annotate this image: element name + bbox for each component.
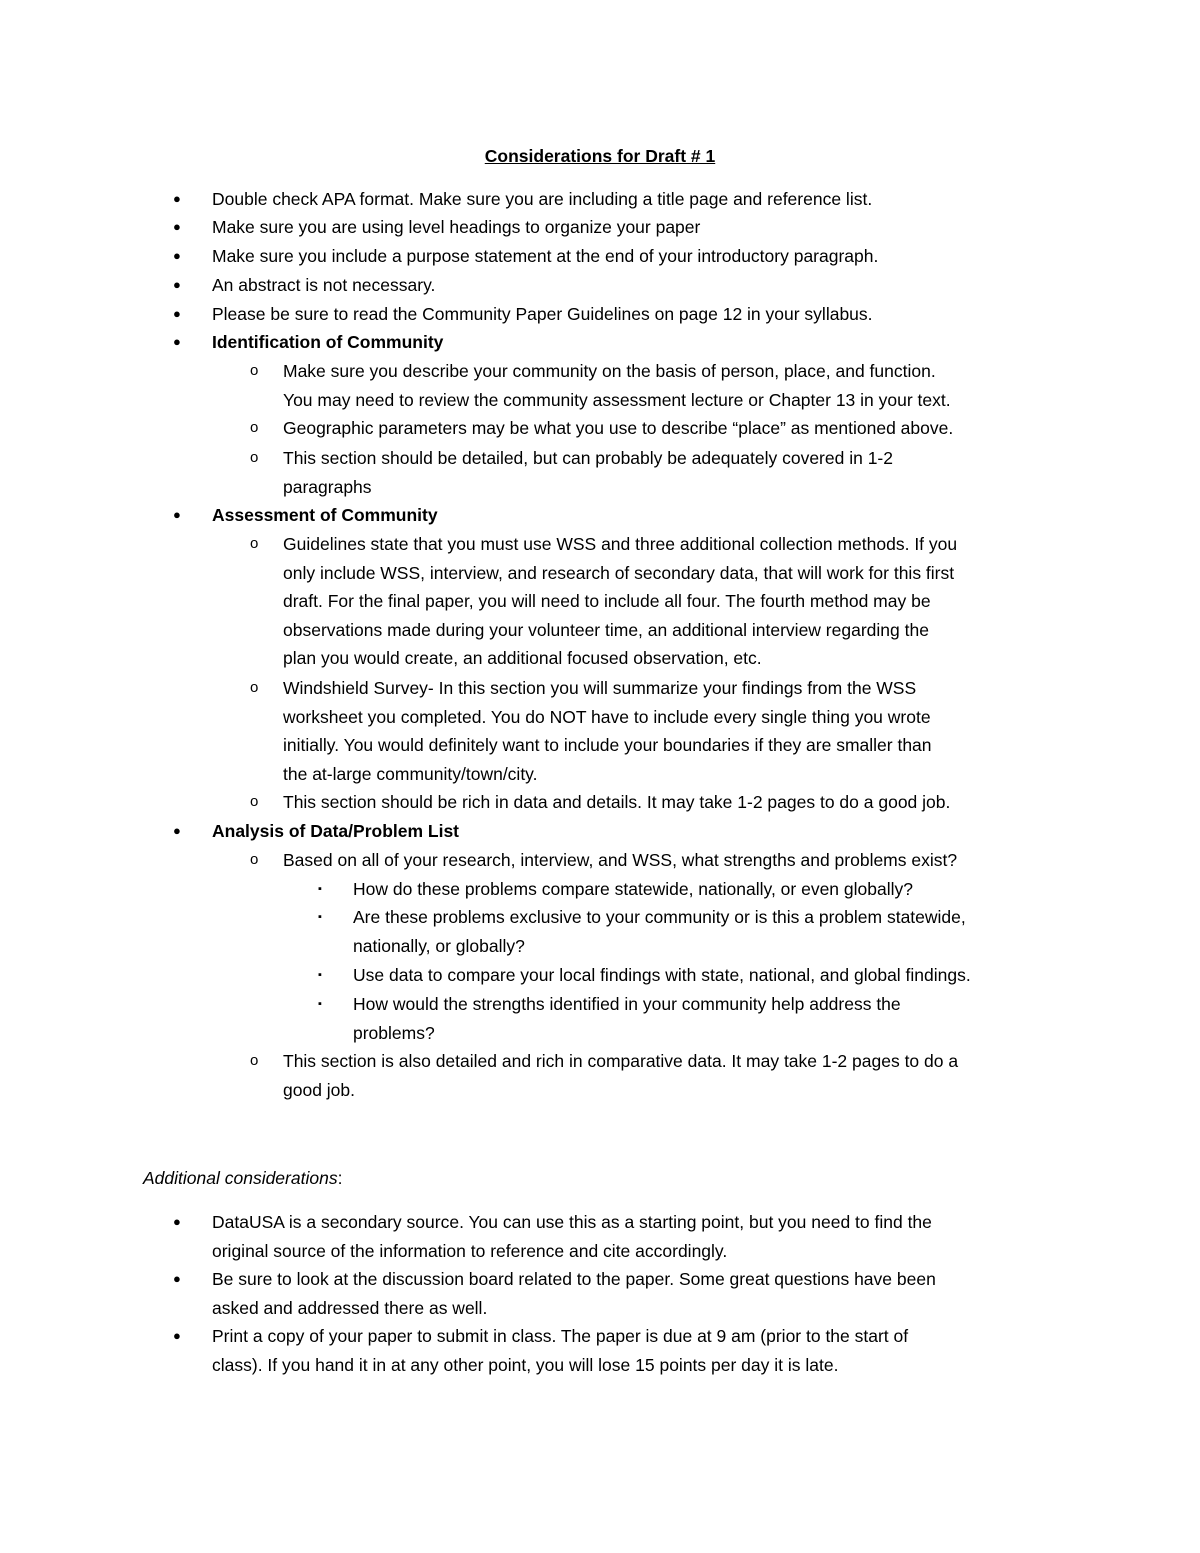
section-heading-identification: Identification of Community [212,332,444,352]
section-heading-analysis: Analysis of Data/Problem List [212,821,460,841]
bullet-disc-icon: ● [173,191,181,206]
bullet-disc-icon: ● [173,823,181,838]
list-item: Guidelines state that you must use WSS and three additional collection methods. If you only include WSS, interview, and research of secondary data, that will work for this first draft. For the final paper, you will need to include all four. The fourth method may be observations made during your volunteer time, an additional interview regarding the plan you would create, an additional focused observation, etc. [283,534,958,669]
list-item: Please be sure to read the Community Paper Guidelines on page 12 in your syllabus. [212,304,873,324]
bullet-circle-icon: o [250,419,259,436]
list-item: Make sure you describe your community on the basis of person, place, and function. You may need to review the community assessment lecture or Chapter 13 in your text. [283,361,951,410]
bullet-disc-icon: ● [173,1214,181,1229]
section-heading-assessment: Assessment of Community [212,505,438,525]
bullet-square-icon: ▪ [318,911,322,923]
list-item: Based on all of your research, interview, and WSS, what strengths and problems exist? [283,850,958,870]
bullet-square-icon: ▪ [318,883,322,895]
list-item: An abstract is not necessary. [212,275,436,295]
bullet-circle-icon: o [250,449,259,466]
list-item: Make sure you are using level headings to organize your paper [212,217,701,237]
list-item: Windshield Survey- In this section you will summarize your findings from the WSS worksheet you completed. You do NOT have to include every single thing you wrote initially. You would definitely want to include your boundaries if they are smaller than the at-large community/town/city. [283,678,932,784]
bullet-circle-icon: o [250,793,259,810]
list-item: Be sure to look at the discussion board related to the paper. Some great questions have been asked and addressed there as well. [212,1269,936,1318]
bullet-disc-icon: ● [173,219,181,234]
bullet-circle-icon: o [250,851,259,868]
bullet-disc-icon: ● [173,507,181,522]
bullet-disc-icon: ● [173,277,181,292]
bullet-disc-icon: ● [173,334,181,349]
list-item: How would the strengths identified in your community help address the problems? [353,994,901,1043]
bullet-circle-icon: o [250,362,259,379]
bullet-square-icon: ▪ [318,998,322,1010]
list-item: Print a copy of your paper to submit in class. The paper is due at 9 am (prior to the start of class). If you hand it in at any other point, you will lose 15 points per day it is late. [212,1326,909,1375]
bullet-disc-icon: ● [173,248,181,263]
additional-heading: Additional considerations: [143,1168,343,1188]
list-item: This section is also detailed and rich in comparative data. It may take 1-2 pages to do a good job. [283,1051,959,1100]
bullet-circle-icon: o [250,1052,259,1069]
bullet-disc-icon: ● [173,306,181,321]
bullet-square-icon: ▪ [318,969,322,981]
list-item: Use data to compare your local findings with state, national, and global findings. [353,965,971,985]
bullet-disc-icon: ● [173,1271,181,1286]
list-item: DataUSA is a secondary source. You can use this as a starting point, but you need to find the original source of the information to reference and cite accordingly. [212,1212,932,1261]
list-item: Are these problems exclusive to your community or is this a problem statewide, nationally, or globally? [353,907,966,956]
list-item: This section should be detailed, but can probably be adequately covered in 1-2 paragraphs [283,448,893,497]
page-title: Considerations for Draft # 1 [484,146,716,166]
list-item: Double check APA format. Make sure you are including a title page and reference list. [212,189,873,209]
bullet-circle-icon: o [250,679,259,696]
list-item: Geographic parameters may be what you use to describe “place” as mentioned above. [283,418,954,438]
list-item: How do these problems compare statewide, nationally, or even globally? [353,879,913,899]
list-item: Make sure you include a purpose statement at the end of your introductory paragraph. [212,246,879,266]
list-item: This section should be rich in data and details. It may take 1-2 pages to do a good job. [283,792,951,812]
bullet-disc-icon: ● [173,1328,181,1343]
bullet-circle-icon: o [250,535,259,552]
